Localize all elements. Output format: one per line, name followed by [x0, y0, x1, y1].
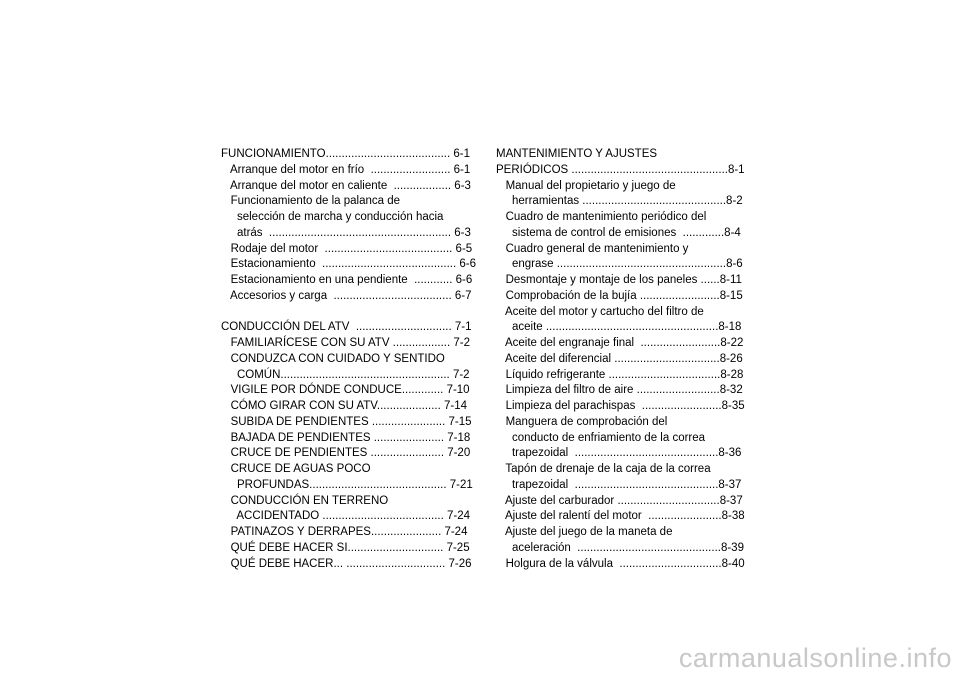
toc-entry: PERIÓDICOS .................................................8-1 [496, 163, 745, 176]
toc-entry: Aceite del motor y cartucho del filtro de [496, 305, 704, 318]
toc-entry: sistema de control de emisiones .............8-4 [496, 226, 741, 239]
toc-entry: SUBIDA DE PENDIENTES ....................... 7-15 [221, 415, 472, 428]
toc-entry: Ajuste del ralentí del motor .......................8-38 [496, 510, 745, 523]
toc-entry: aceleración .............................................8-39 [496, 541, 744, 554]
toc-entry: QUÉ DEBE HACER SI.............................. 7-25 [221, 541, 470, 554]
toc-entry: Ajuste del juego de la maneta de [496, 526, 673, 538]
toc-entry: COMÚN..................................................... 7-2 [221, 368, 470, 381]
toc-entry: QUÉ DEBE HACER... ............................... 7-26 [221, 557, 472, 570]
toc-entry: Cuadro de mantenimiento periódico del [496, 211, 707, 223]
toc-entry: CONDUCCIÓN DEL ATV .............................. 7-1 [221, 321, 472, 334]
toc-entry: Estacionamiento en una pendiente ............ 6-6 [221, 274, 473, 286]
toc-entry: CONDUCCIÓN EN TERRENO [221, 494, 389, 507]
toc-entry: BAJADA DE PENDIENTES ...................... 7-18 [221, 431, 471, 444]
toc-entry: CÓMO GIRAR CON SU ATV.................... 7-14 [221, 400, 468, 412]
toc-entry: ACCIDENTADO ...................................... 7-24 [221, 510, 471, 523]
toc-entry: Holgura de la válvula ................................8-40 [496, 557, 745, 570]
toc-entry: Limpieza del parachispas .........................8-35 [496, 400, 745, 412]
toc-entry: Manual del propietario y juego de [496, 179, 676, 192]
toc-entry: Aceite del diferencial .................................8-26 [496, 352, 743, 365]
toc-entry: Comprobación de la bujía .........................8-15 [496, 289, 743, 302]
toc-entry: PROFUNDAS........................................... 7-21 [221, 478, 473, 491]
toc-entry: Arranque del motor en caliente .................. 6-3 [221, 179, 471, 192]
toc-right-column [496, 147, 745, 572]
toc-entry: CRUCE DE PENDIENTES ....................... 7-20 [221, 447, 471, 460]
toc-entry: engrase .....................................................8-6 [496, 258, 743, 271]
toc-entry: FAMILIARÍCESE CON SU ATV .................. 7-2 [221, 337, 471, 349]
toc-left-column [221, 147, 477, 572]
toc-entry: Ajuste del carburador ................................8-37 [496, 494, 743, 507]
toc-entry: Arranque del motor en frío ......................... 6-1 [221, 163, 471, 176]
toc-entry: Estacionamiento .......................................... 6-6 [221, 258, 477, 271]
toc-entry: MANTENIMIENTO Y AJUSTES [496, 148, 658, 160]
toc-entry: Aceite del engranaje final .........................8-22 [496, 337, 744, 349]
toc-entry: herramientas .............................................8-2 [496, 195, 743, 208]
toc-entry: Manguera de comprobación del [496, 415, 668, 428]
toc-entry: Desmontaje y montaje de los paneles ......8-11 [496, 274, 742, 286]
toc-entry: PATINAZOS Y DERRAPES...................... 7-24 [221, 526, 468, 538]
toc-entry: atrás ......................................................... 6-3 [221, 226, 471, 239]
toc-entry: Limpieza del filtro de aire ..........................8-32 [496, 384, 743, 397]
toc-entry: CRUCE DE AGUAS POCO [221, 463, 371, 475]
toc-entry: CONDUZCA CON CUIDADO Y SENTIDO [221, 352, 445, 365]
toc-entry: conducto de enfriamiento de la correa [496, 431, 706, 444]
toc-entry: Accesorios y carga ..................................... 6-7 [221, 289, 472, 302]
toc-spacer [221, 305, 464, 321]
toc-entry: trapezoidal .............................................8-36 [496, 447, 742, 460]
toc-entry: Tapón de drenaje de la caja de la correa [496, 463, 711, 475]
toc-entry: Rodaje del motor ........................................ 6-5 [221, 242, 473, 255]
toc-entry: VIGILE POR DÓNDE CONDUCE............. 7-10 [221, 384, 470, 397]
toc-entry: Funcionamiento de la palanca de [221, 195, 401, 208]
toc-entry: selección de marcha y conducción hacia [221, 211, 444, 223]
toc-entry: Líquido refrigerante ...................................8-28 [496, 368, 744, 381]
watermark: carmanualsonline.info [678, 643, 952, 673]
toc-entry: trapezoidal .............................................8-37 [496, 478, 742, 491]
toc-entry: aceite ......................................................8-18 [496, 321, 742, 334]
toc-entry: Cuadro general de mantenimiento y [496, 242, 689, 255]
toc-entry: FUNCIONAMIENTO....................................... 6-1 [221, 148, 470, 160]
